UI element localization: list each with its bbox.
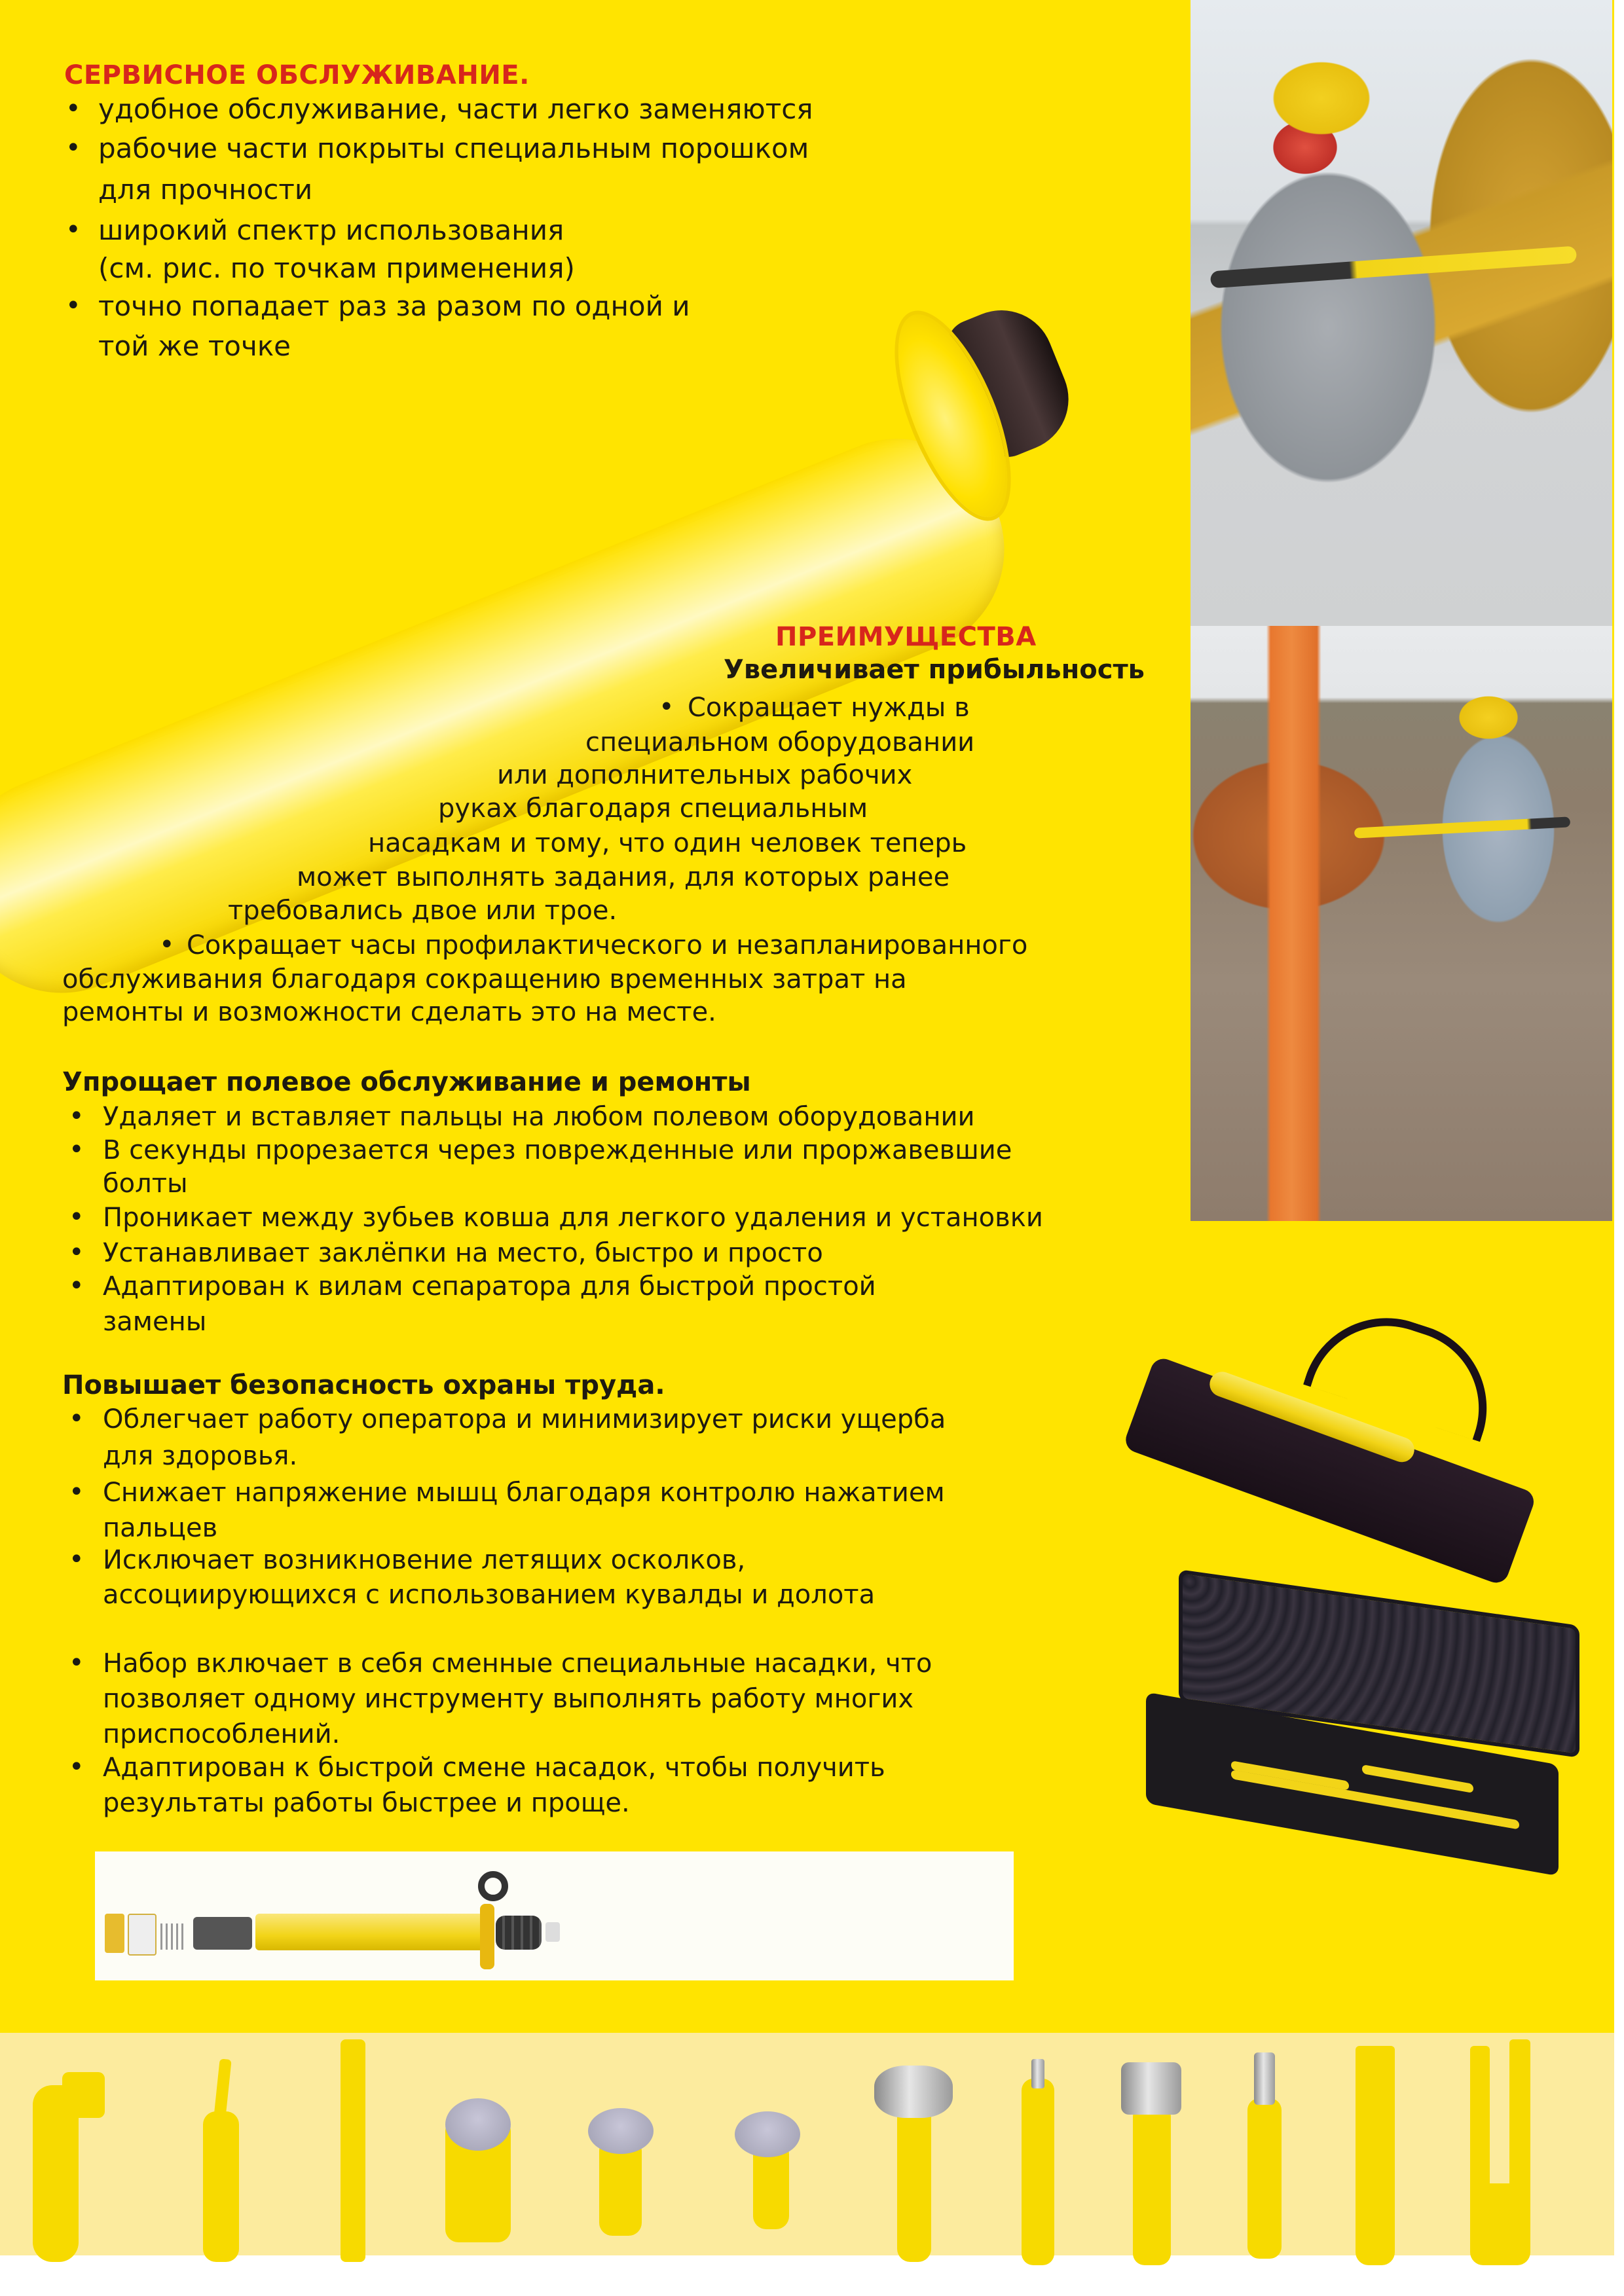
advantages-line: Сокращает нужды в (688, 693, 970, 723)
field-service-line: болты (103, 1169, 188, 1199)
part-spring (160, 1923, 187, 1950)
bullet-icon: • (69, 1271, 84, 1301)
part-end-cap (545, 1922, 560, 1942)
service-line: той же точке (98, 330, 291, 362)
attachment-fork-prong-right (1509, 2039, 1530, 2203)
attachment-v-chisel (1356, 2046, 1395, 2265)
service-line: широкий спектр использования (98, 214, 564, 246)
advantages-subheading: Увеличивает прибыльность (724, 655, 1145, 685)
attachment-drift-pin (1247, 2098, 1282, 2259)
field-service-line: замены (103, 1307, 207, 1337)
field-service-line: Проникает между зубьев ковша для легкого удаления и установки (103, 1203, 1043, 1233)
service-line: точно попадает раз за разом по одной и (98, 290, 690, 322)
safety-heading: Повышает безопасность охраны труда. (62, 1370, 665, 1400)
advantages-line: насадкам и тому, что один человек теперь (368, 828, 967, 858)
attachment-flat-punch-medium-face (588, 2108, 654, 2154)
attachment-offset-chisel (203, 2111, 239, 2262)
part-body (255, 1914, 491, 1950)
safety-line: Снижает напряжение мышц благодаря контролю нажатием (103, 1478, 945, 1508)
exploded-tool-parts-image (95, 1851, 1014, 1980)
safety-line: для здоровья. (103, 1441, 298, 1471)
tool-in-use-illustration (1354, 816, 1570, 838)
advantages-line: Сокращает часы профилактического и незапланированного (187, 930, 1028, 960)
attachment-socket-driver (1133, 2105, 1171, 2265)
bullet-icon: • (69, 1237, 84, 1267)
bullet-icon: • (69, 1135, 84, 1165)
bullet-icon: • (69, 1648, 84, 1678)
advantages-line: обслуживания благодаря сокращению временных затрат на (62, 964, 907, 994)
hard-case-image (1139, 1578, 1578, 1892)
bullet-icon: • (65, 215, 81, 245)
bullet-icon: • (69, 1202, 84, 1232)
advantages-line: или дополнительных рабочих (497, 760, 913, 790)
advantages-line: специальном оборудовании (585, 727, 975, 757)
attachment-socket-driver-head (1121, 2062, 1181, 2115)
safety-line: Исключает возникновение летящих осколков, (103, 1545, 746, 1575)
service-line: удобное обслуживание, части легко заменяются (98, 93, 813, 125)
attachment-flat-punch-large-face (445, 2098, 511, 2151)
bullet-icon: • (659, 692, 674, 722)
attachment-rivet-set-head (874, 2066, 953, 2118)
bullet-icon: • (69, 1404, 84, 1434)
part-piston (193, 1917, 252, 1950)
advantages-line: может выполнять задания, для которых ранее (297, 862, 950, 892)
service-line: (см. рис. по точкам применения) (98, 252, 575, 284)
photo-worker-excavator-bucket (1190, 626, 1612, 1221)
bullet-icon: • (65, 291, 81, 321)
advantages-heading: ПРЕИМУЩЕСТВА (775, 622, 1037, 652)
part-label-sleeve (128, 1914, 157, 1956)
safety-line: пальцев (103, 1513, 218, 1543)
kit-line: приспособлений. (103, 1719, 341, 1749)
attachment-angled-chisel-head (62, 2072, 105, 2118)
attachment-flat-punch-small-face (735, 2111, 800, 2157)
advantages-line: руках благодаря специальным (438, 793, 868, 824)
advantages-line: ремонты и возможности сделать это на месте. (62, 997, 716, 1027)
attachment-pin-punch (1022, 2079, 1054, 2265)
part-washer (478, 1871, 508, 1901)
bullet-icon: • (69, 1752, 84, 1782)
attachment-rivet-set (897, 2098, 931, 2262)
attachment-fork-base (1470, 2183, 1530, 2265)
attachments-strip (0, 2033, 1614, 2255)
bullet-icon: • (69, 1101, 84, 1131)
field-service-line: Адаптирован к вилам сепаратора для быстрой простой (103, 1271, 876, 1302)
kit-line: результаты работы быстрее и проще. (103, 1788, 630, 1818)
bullet-icon: • (159, 930, 175, 960)
part-flange (480, 1904, 494, 1969)
attachment-fork-prong-left (1470, 2046, 1490, 2196)
field-service-line: Удаляет и вставляет пальцы на любом полевом оборудовании (103, 1102, 975, 1132)
kit-line: Адаптирован к быстрой смене насадок, чтобы получить (103, 1753, 885, 1783)
service-line: рабочие части покрыты специальным порошком (98, 132, 809, 164)
advantages-line: требовались двое или трое. (228, 896, 618, 926)
carry-bag-image (1143, 1322, 1568, 1539)
bullet-icon: • (65, 94, 81, 124)
safety-line: ассоциирующихся с использованием кувалды и долота (103, 1580, 876, 1610)
field-service-line: Устанавливает заклёпки на место, быстро и просто (103, 1238, 823, 1268)
kit-line: позволяет одному инструменту выполнять работу многих (103, 1684, 914, 1714)
attachment-long-drift (341, 2039, 365, 2262)
attachment-drift-pin-tip (1254, 2052, 1275, 2105)
field-service-heading: Упрощает полевое обслуживание и ремонты (62, 1067, 751, 1097)
tool-in-use-illustration (1210, 246, 1577, 288)
attachment-pin-punch-tip (1031, 2059, 1044, 2088)
service-heading: СЕРВИСНОЕ ОБСЛУЖИВАНИЕ. (64, 60, 530, 90)
field-service-line: В секунды прорезается через поврежденные или проржавевшие (103, 1135, 1012, 1165)
photo-worker-kneeling-with-tool (1190, 0, 1612, 626)
part-grip (496, 1916, 542, 1950)
bullet-icon: • (69, 1477, 84, 1507)
bullet-icon: • (65, 133, 81, 163)
service-line: для прочности (98, 173, 313, 206)
kit-line: Набор включает в себя сменные специальные насадки, что (103, 1649, 932, 1679)
part-cap (105, 1914, 124, 1953)
bullet-icon: • (69, 1544, 84, 1575)
safety-line: Облегчает работу оператора и минимизирует риски ущерба (103, 1404, 946, 1434)
